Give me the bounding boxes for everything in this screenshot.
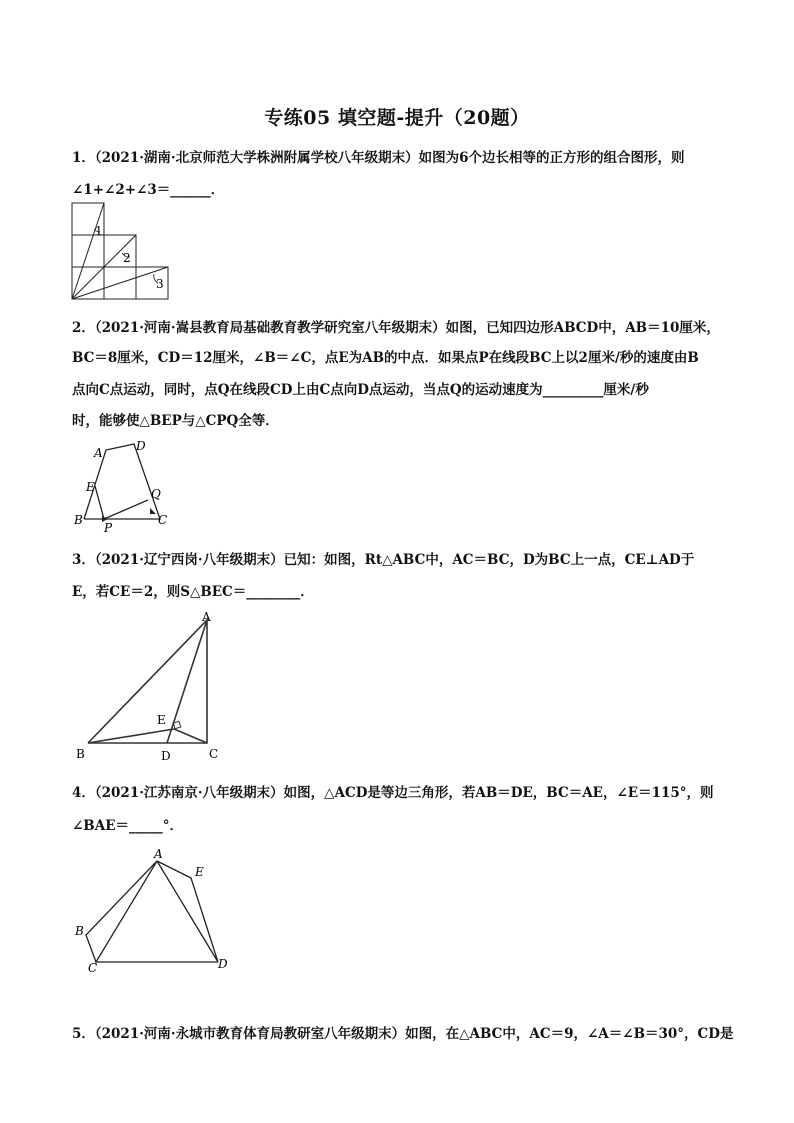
q1-label-3: 3 bbox=[156, 277, 164, 291]
q3-label-B: B bbox=[76, 747, 85, 761]
q1-line2: ∠1+∠2+∠3＝______． bbox=[72, 182, 225, 198]
q3-line1: 3．（2021·辽宁西岗·八年级期末）已知：如图，Rt△ABC中，AC＝BC，D为BC上一点，CE⊥AD于 bbox=[72, 552, 695, 568]
q2-label-C: C bbox=[158, 513, 168, 527]
q2-line1: 2．（2021·河南·嵩县教育局基础教育教学研究室八年级期末）如图，已知四边形ABCD中，AB＝10厘米， bbox=[72, 320, 720, 336]
q3-label-A: A bbox=[202, 610, 211, 624]
q4-label-B: B bbox=[75, 924, 84, 938]
q5-line1: 5．（2021·河南·永城市教育体育局教研室八年级期末）如图，在△ABC中，AC＝9，∠A＝∠B＝30°，CD是 bbox=[72, 1026, 734, 1042]
q1-label-1: 1 bbox=[95, 224, 103, 238]
q4-label-D: D bbox=[218, 957, 228, 971]
q4-figure bbox=[70, 844, 240, 974]
q2-label-P: P bbox=[104, 521, 113, 534]
q2-label-D: D bbox=[136, 439, 146, 453]
q1-line1: 1．（2021·湖南·北京师范大学株洲附属学校八年级期末）如图为6个边长相等的正方形的组合图形，则 bbox=[72, 150, 685, 166]
q2-label-B: B bbox=[74, 513, 83, 527]
q2-line2: BC＝8厘米，CD＝12厘米，∠B＝∠C，点E为AB的中点．如果点P在线段BC上以2厘米/秒的速度由B bbox=[72, 350, 699, 366]
q1-label-2: 2 bbox=[123, 251, 131, 265]
q1-figure bbox=[70, 201, 180, 305]
q2-line3: 点向C点运动，同时，点Q在线段CD上由C点向D点运动，当点Q的运动速度为_________厘米/秒 bbox=[72, 382, 649, 398]
q3-figure bbox=[70, 608, 230, 768]
q2-label-Q: Q bbox=[151, 487, 161, 501]
q3-label-E: E bbox=[157, 713, 166, 727]
q4-line1: 4．（2021·江苏南京·八年级期末）如图，△ACD是等边三角形，若AB＝DE，BC＝AE，∠E＝115°，则 bbox=[72, 785, 714, 801]
q4-line2: ∠BAE＝_____°． bbox=[72, 818, 183, 834]
q2-label-A: A bbox=[94, 446, 103, 460]
q3-label-C: C bbox=[209, 747, 219, 761]
q4-label-C: C bbox=[88, 961, 98, 974]
q2-label-E: E bbox=[86, 480, 95, 494]
q4-label-E: E bbox=[195, 865, 204, 879]
q4-label-A: A bbox=[154, 847, 163, 861]
q3-label-D: D bbox=[161, 749, 171, 763]
q2-line4: 时，能够使△BEP与△CPQ全等． bbox=[72, 413, 279, 429]
q3-line2: E，若CE＝2，则S△BEC＝________． bbox=[72, 584, 314, 600]
q2-figure bbox=[70, 434, 180, 534]
page-title: 专练05 填空题-提升（20题） bbox=[264, 107, 530, 129]
